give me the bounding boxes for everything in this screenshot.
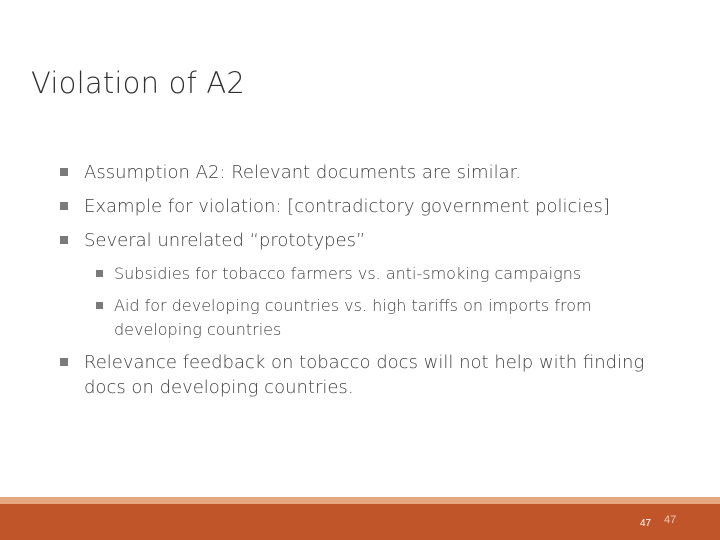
bullet-text: Assumption A2: Relevant documents are similar. — [84, 162, 522, 183]
bullet-item — [60, 160, 680, 185]
slide-title: Violation of A2 — [31, 66, 246, 100]
bullet-list — [60, 160, 680, 409]
bullet-item — [60, 350, 680, 400]
footer-bar — [0, 504, 720, 540]
sub-bullet-list — [60, 262, 680, 342]
square-bullet-icon — [60, 358, 68, 366]
sub-bullet-item — [96, 262, 659, 286]
square-bullet-icon — [60, 168, 68, 176]
square-bullet-icon — [96, 302, 103, 309]
page-number-secondary: 47 — [664, 514, 677, 526]
bullet-text: Several unrelated “prototypes” — [84, 230, 366, 251]
square-bullet-icon — [96, 270, 103, 277]
sub-bullet-text: Subsidies for tobacco farmers vs. anti-smoking campaigns — [114, 264, 582, 283]
page-number: 47 — [640, 518, 652, 529]
bullet-item — [60, 194, 680, 219]
square-bullet-icon — [60, 202, 68, 210]
square-bullet-icon — [60, 236, 68, 244]
bullet-text: Relevance feedback on tobacco docs will not help with finding docs on developing countries. — [84, 352, 645, 398]
sub-bullet-text: Aid for developing countries vs. high tariffs on imports from developing countries — [114, 296, 592, 339]
bullet-item — [60, 228, 680, 253]
bullet-text: Example for violation: [contradictory government policies] — [84, 196, 610, 217]
footer-accent-line — [0, 497, 720, 504]
sub-bullet-item — [96, 294, 659, 342]
